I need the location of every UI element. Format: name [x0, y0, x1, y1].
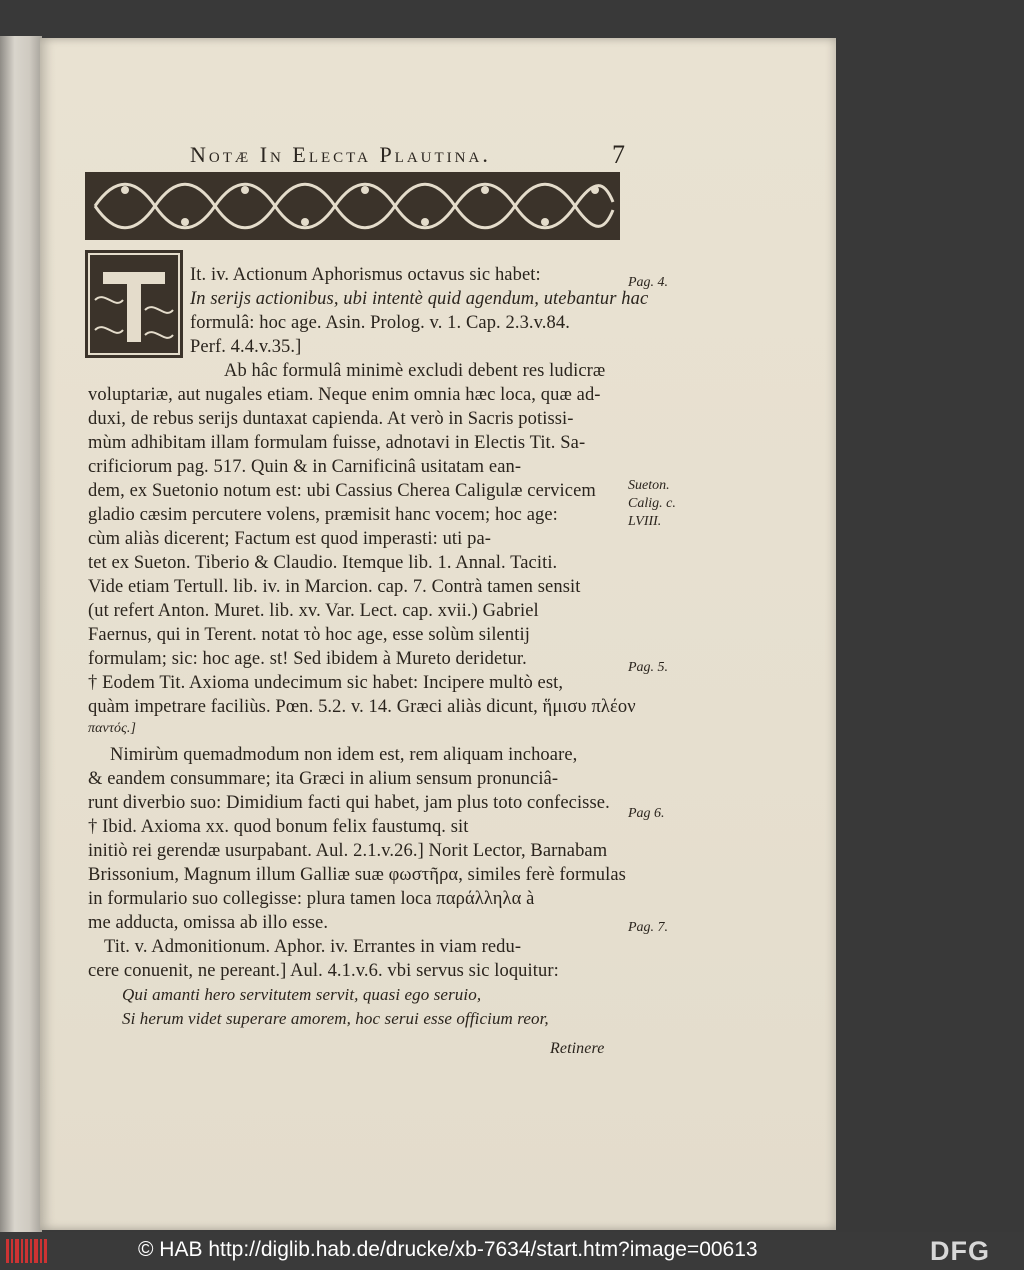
ornamental-headpiece	[85, 172, 620, 240]
text-line: Perf. 4.4.v.35.]	[190, 337, 302, 357]
text-line: runt diverbio suo: Dimidium facti qui habet, jam plus toto confecisse.	[88, 793, 610, 813]
text-line: Brissonium, Magnum illum Galliæ suæ φωστῆρα, similes ferè formulas	[88, 865, 626, 885]
text-line: me adducta, omissa ab illo esse.	[88, 913, 329, 933]
text-line: in formulario suo collegisse: plura tamen loca παράλληλα à	[88, 889, 535, 909]
text-line: Ab hâc formulâ minimè excludi debent res ludicræ	[224, 361, 606, 381]
verse-line: Si herum videt superare amorem, hoc serui esse officium reor,	[122, 1009, 549, 1028]
margin-note: Pag. 7.	[628, 920, 669, 935]
margin-note: Pag 6.	[628, 806, 665, 821]
text-line: It. iv. Actionum Aphorismus octavus sic habet:	[190, 265, 541, 285]
text-line: cùm aliàs dicerent; Factum est quod imperasti: uti pa-	[88, 529, 492, 549]
text-line: duxi, de rebus serijs duntaxat capienda. At verò in Sacris potissi-	[88, 409, 574, 429]
text-line: mùm adhibitam illam formulam fuisse, adnotavi in Electis Tit. Sa-	[88, 433, 586, 453]
text-line: Nimirùm quemadmodum non idem est, rem aliquam inchoare,	[110, 745, 578, 765]
text-line: (ut refert Anton. Muret. lib. xv. Var. Lect. cap. xvii.) Gabriel	[88, 601, 539, 621]
text-line: dem, ex Suetonio notum est: ubi Cassius Cherea Caligulæ cervicem	[88, 481, 596, 501]
margin-note: Pag. 5.	[628, 660, 669, 675]
verse-line: Qui amanti hero servitutem servit, quasi ego seruio,	[122, 985, 482, 1004]
text-line: cere conuenit, ne pereant.] Aul. 4.1.v.6. vbi servus sic loquitur:	[88, 961, 559, 981]
text-line: gladio cæsim percutere volens, præmisit hanc vocem; hoc age:	[88, 505, 558, 525]
text-line: formulam; sic: hoc age. st! Sed ibidem à Mureto deridetur.	[88, 649, 527, 669]
text-line: Faernus, qui in Terent. notat τὸ hoc age, esse solùm silentij	[88, 625, 530, 645]
decorated-initial-t	[85, 250, 183, 358]
text-line: quàm impetrare faciliùs. Pœn. 5.2. v. 14. Græci aliàs dicunt, ἥμισυ πλέον	[88, 697, 636, 717]
running-head: Notæ In Electa Plautina.	[190, 142, 491, 167]
margin-note: LVIII.	[628, 514, 662, 529]
text-line: tet ex Sueton. Tiberio & Claudio. Itemque lib. 1. Annal. Taciti.	[88, 553, 558, 573]
page-number: 7	[612, 140, 625, 169]
margin-note: Calig. c.	[628, 496, 676, 511]
copyright-url[interactable]: © HAB http://diglib.hab.de/drucke/xb-7634/start.htm?image=00613	[138, 1238, 758, 1261]
footer-bar	[0, 1232, 1024, 1270]
text-line: initiò rei gerendæ usurpabant. Aul. 2.1.v.26.] Norit Lector, Barnabam	[88, 841, 608, 861]
text-line: voluptariæ, aut nugales etiam. Neque enim omnia hæc loca, quæ ad-	[88, 385, 601, 405]
margin-note: Sueton.	[628, 478, 670, 493]
previous-page-edge	[0, 36, 42, 1232]
text-line: Vide etiam Tertull. lib. iv. in Marcion. cap. 7. Contrà tamen sensit	[88, 577, 581, 597]
catchword: Retinere	[550, 1040, 605, 1057]
text-line: crificiorum pag. 517. Quin & in Carnificinâ usitatam ean-	[88, 457, 522, 477]
text-line: † Eodem Tit. Axioma undecimum sic habet: Incipere multò est,	[88, 673, 564, 693]
text-line: Tit. v. Admonitionum. Aphor. iv. Errantes in viam redu-	[104, 937, 522, 957]
text-line: παντός.]	[88, 721, 137, 736]
text-line: formulâ: hoc age. Asin. Prolog. v. 1. Cap. 2.3.v.84.	[190, 313, 570, 333]
barcode-icon	[6, 1239, 48, 1263]
text-line: In serijs actionibus, ubi intentè quid agendum, utebantur hac	[190, 289, 649, 309]
text-line: † Ibid. Axioma xx. quod bonum felix faustumq. sit	[88, 817, 469, 837]
margin-note: Pag. 4.	[628, 275, 669, 290]
text-line: & eandem consummare; ita Græci in alium sensum pronunciâ-	[88, 769, 559, 789]
dfg-logo: DFG	[930, 1236, 990, 1266]
